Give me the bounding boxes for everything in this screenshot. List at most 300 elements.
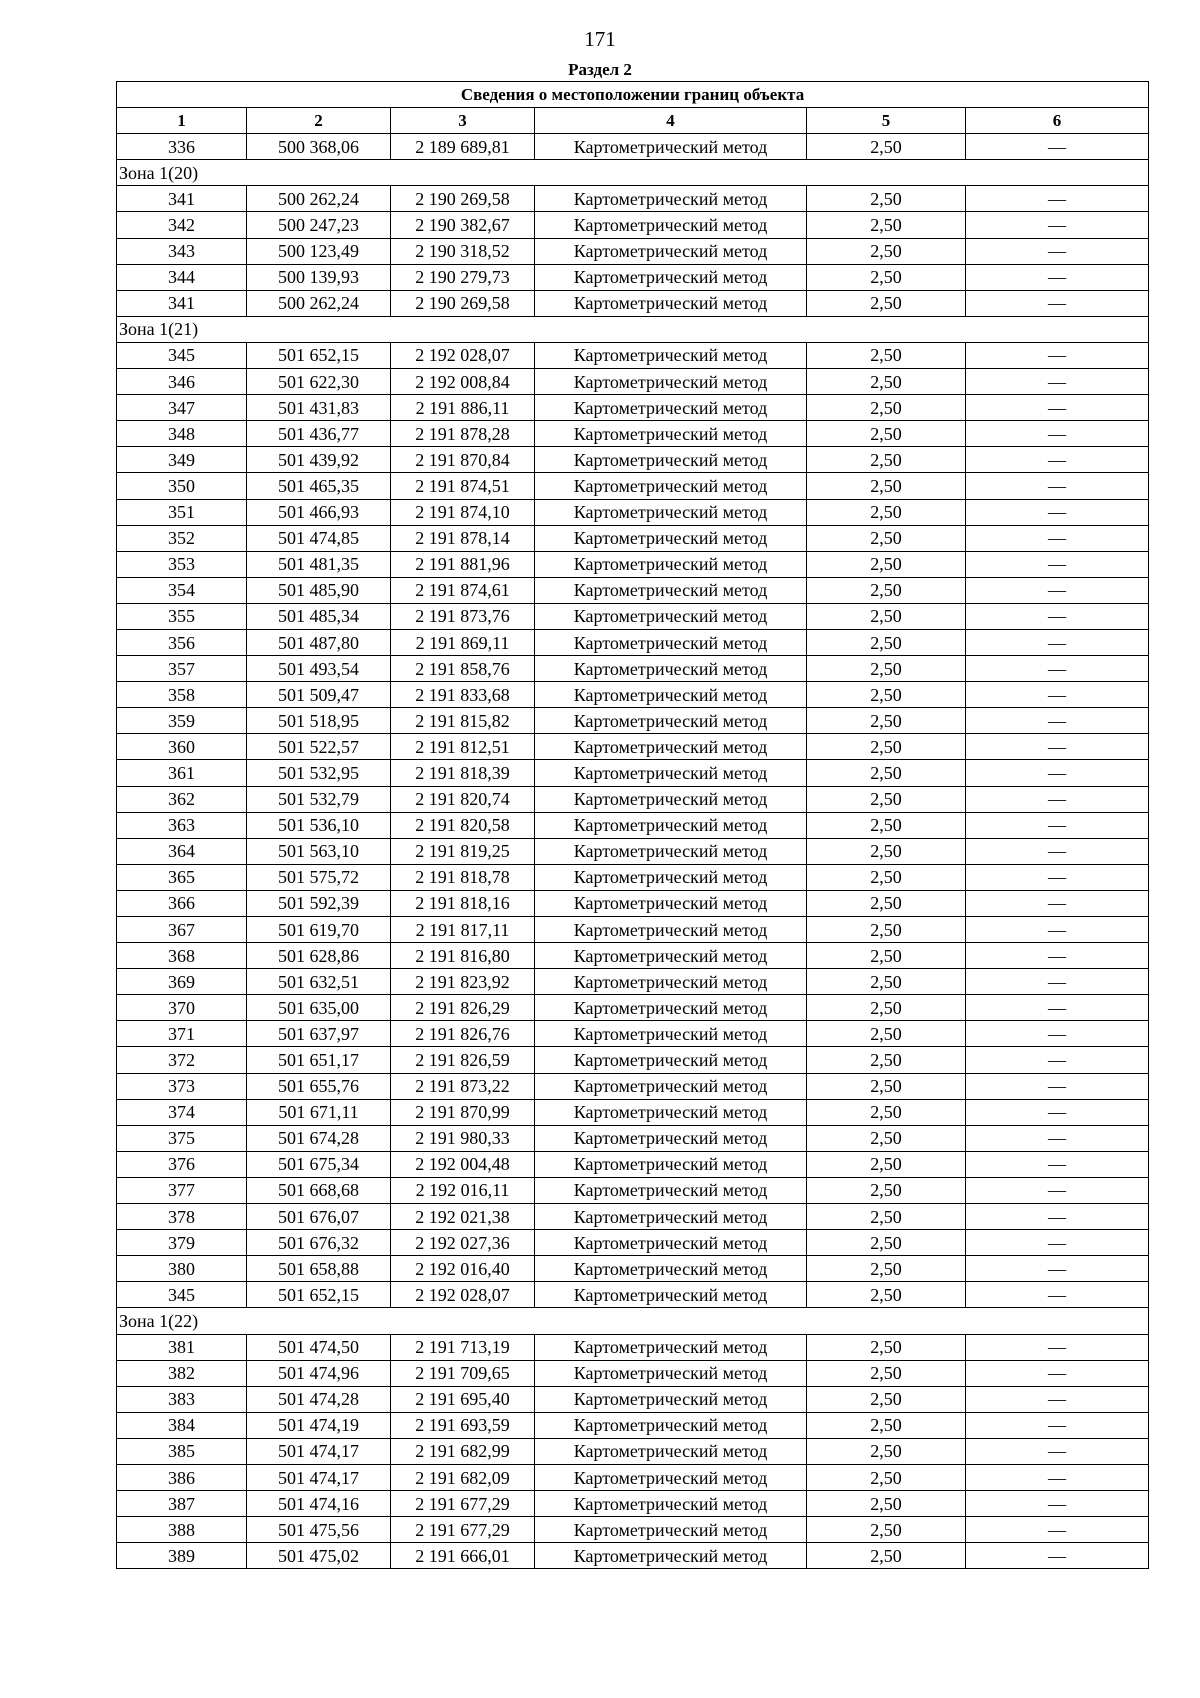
- method-cell: Картометрический метод: [535, 812, 807, 838]
- table-row: [117, 760, 1149, 786]
- description-cell: —: [966, 1438, 1149, 1464]
- description-cell: —: [966, 838, 1149, 864]
- table-row: [117, 1464, 1149, 1490]
- table-row: [117, 1151, 1149, 1177]
- accuracy-cell: 2,50: [807, 995, 966, 1021]
- table-row: [117, 1125, 1149, 1151]
- point-number-cell: 360: [117, 734, 247, 760]
- method-cell: Картометрический метод: [535, 1151, 807, 1177]
- table-row: [117, 603, 1149, 629]
- coordinate-x-cell: 501 474,16: [247, 1491, 391, 1517]
- description-cell: —: [966, 447, 1149, 473]
- method-cell: Картометрический метод: [535, 864, 807, 890]
- point-number-cell: 369: [117, 969, 247, 995]
- point-number-cell: 375: [117, 1125, 247, 1151]
- description-cell: —: [966, 1464, 1149, 1490]
- accuracy-cell: 2,50: [807, 290, 966, 316]
- description-cell: —: [966, 734, 1149, 760]
- accuracy-cell: 2,50: [807, 629, 966, 655]
- method-cell: Картометрический метод: [535, 1230, 807, 1256]
- table-row: [117, 1386, 1149, 1412]
- coordinate-x-cell: 501 518,95: [247, 708, 391, 734]
- method-cell: Картометрический метод: [535, 1491, 807, 1517]
- point-number-cell: 378: [117, 1204, 247, 1230]
- description-cell: —: [966, 1543, 1149, 1569]
- table-row: [117, 656, 1149, 682]
- description-cell: —: [966, 1204, 1149, 1230]
- table-row: [117, 995, 1149, 1021]
- table-row: [117, 421, 1149, 447]
- description-cell: —: [966, 1021, 1149, 1047]
- description-cell: —: [966, 1099, 1149, 1125]
- method-cell: Картометрический метод: [535, 1099, 807, 1125]
- description-cell: —: [966, 864, 1149, 890]
- coordinate-y-cell: 2 190 382,67: [391, 212, 535, 238]
- accuracy-cell: 2,50: [807, 264, 966, 290]
- coordinate-y-cell: 2 192 028,07: [391, 342, 535, 368]
- method-cell: Картометрический метод: [535, 1125, 807, 1151]
- point-number-cell: 380: [117, 1256, 247, 1282]
- description-cell: —: [966, 603, 1149, 629]
- method-cell: Картометрический метод: [535, 682, 807, 708]
- coordinate-y-cell: 2 191 826,76: [391, 1021, 535, 1047]
- coordinate-y-cell: 2 191 820,74: [391, 786, 535, 812]
- table-body: [117, 134, 1149, 1569]
- accuracy-cell: 2,50: [807, 812, 966, 838]
- coordinate-y-cell: 2 189 689,81: [391, 134, 535, 160]
- method-cell: Картометрический метод: [535, 995, 807, 1021]
- coordinate-x-cell: 501 485,90: [247, 577, 391, 603]
- accuracy-cell: 2,50: [807, 577, 966, 603]
- method-cell: Картометрический метод: [535, 1021, 807, 1047]
- method-cell: Картометрический метод: [535, 629, 807, 655]
- method-cell: Картометрический метод: [535, 1256, 807, 1282]
- point-number-cell: 368: [117, 943, 247, 969]
- accuracy-cell: 2,50: [807, 238, 966, 264]
- table-row: [117, 917, 1149, 943]
- coordinate-x-cell: 501 466,93: [247, 499, 391, 525]
- accuracy-cell: 2,50: [807, 890, 966, 916]
- table-row: [117, 1543, 1149, 1569]
- accuracy-cell: 2,50: [807, 1386, 966, 1412]
- table-row: [117, 1177, 1149, 1203]
- coordinate-y-cell: 2 190 269,58: [391, 186, 535, 212]
- column-number: 1: [117, 108, 247, 134]
- table-row: [117, 864, 1149, 890]
- point-number-cell: 383: [117, 1386, 247, 1412]
- method-cell: Картометрический метод: [535, 1334, 807, 1360]
- coordinate-x-cell: 501 622,30: [247, 369, 391, 395]
- description-cell: —: [966, 134, 1149, 160]
- coordinate-x-cell: 501 532,95: [247, 760, 391, 786]
- accuracy-cell: 2,50: [807, 1517, 966, 1543]
- accuracy-cell: 2,50: [807, 734, 966, 760]
- point-number-cell: 381: [117, 1334, 247, 1360]
- table-row: [117, 838, 1149, 864]
- method-cell: Картометрический метод: [535, 708, 807, 734]
- point-number-cell: 357: [117, 656, 247, 682]
- table-row: [117, 1334, 1149, 1360]
- accuracy-cell: 2,50: [807, 186, 966, 212]
- accuracy-cell: 2,50: [807, 603, 966, 629]
- coordinate-x-cell: 501 439,92: [247, 447, 391, 473]
- accuracy-cell: 2,50: [807, 1438, 966, 1464]
- description-cell: —: [966, 656, 1149, 682]
- coordinate-x-cell: 501 655,76: [247, 1073, 391, 1099]
- point-number-cell: 371: [117, 1021, 247, 1047]
- coordinate-y-cell: 2 191 817,11: [391, 917, 535, 943]
- description-cell: —: [966, 786, 1149, 812]
- description-cell: —: [966, 969, 1149, 995]
- coordinate-y-cell: 2 191 818,78: [391, 864, 535, 890]
- method-cell: Картометрический метод: [535, 1464, 807, 1490]
- table-row: [117, 1360, 1149, 1386]
- coordinate-x-cell: 501 474,17: [247, 1438, 391, 1464]
- table-row: [117, 473, 1149, 499]
- accuracy-cell: 2,50: [807, 1230, 966, 1256]
- coordinate-y-cell: 2 191 812,51: [391, 734, 535, 760]
- method-cell: Картометрический метод: [535, 917, 807, 943]
- coordinate-x-cell: 500 247,23: [247, 212, 391, 238]
- coordinate-x-cell: 501 436,77: [247, 421, 391, 447]
- table-row: [117, 1491, 1149, 1517]
- point-number-cell: 373: [117, 1073, 247, 1099]
- coordinate-x-cell: 501 628,86: [247, 943, 391, 969]
- coordinate-x-cell: 501 475,02: [247, 1543, 391, 1569]
- column-number-row: [117, 108, 1149, 134]
- description-cell: —: [966, 212, 1149, 238]
- accuracy-cell: 2,50: [807, 134, 966, 160]
- coordinate-x-cell: 501 522,57: [247, 734, 391, 760]
- description-cell: —: [966, 1334, 1149, 1360]
- column-number: 5: [807, 108, 966, 134]
- accuracy-cell: 2,50: [807, 1099, 966, 1125]
- table-row: [117, 369, 1149, 395]
- description-cell: —: [966, 238, 1149, 264]
- coordinate-x-cell: 501 532,79: [247, 786, 391, 812]
- table-row: [117, 1517, 1149, 1543]
- coordinate-x-cell: 501 474,28: [247, 1386, 391, 1412]
- coordinate-x-cell: 501 475,56: [247, 1517, 391, 1543]
- point-number-cell: 348: [117, 421, 247, 447]
- point-number-cell: 345: [117, 342, 247, 368]
- method-cell: Картометрический метод: [535, 890, 807, 916]
- point-number-cell: 379: [117, 1230, 247, 1256]
- table-row: [117, 1073, 1149, 1099]
- accuracy-cell: 2,50: [807, 917, 966, 943]
- accuracy-cell: 2,50: [807, 864, 966, 890]
- accuracy-cell: 2,50: [807, 838, 966, 864]
- description-cell: —: [966, 290, 1149, 316]
- point-number-cell: 341: [117, 186, 247, 212]
- point-number-cell: 351: [117, 499, 247, 525]
- point-number-cell: 374: [117, 1099, 247, 1125]
- point-number-cell: 388: [117, 1517, 247, 1543]
- coordinate-x-cell: 501 474,50: [247, 1334, 391, 1360]
- coordinate-y-cell: 2 192 004,48: [391, 1151, 535, 1177]
- table-row: [117, 812, 1149, 838]
- accuracy-cell: 2,50: [807, 1177, 966, 1203]
- coordinate-x-cell: 501 465,35: [247, 473, 391, 499]
- table-row: [117, 890, 1149, 916]
- point-number-cell: 362: [117, 786, 247, 812]
- coordinate-y-cell: 2 191 881,96: [391, 551, 535, 577]
- description-cell: —: [966, 342, 1149, 368]
- coordinate-x-cell: 501 493,54: [247, 656, 391, 682]
- description-cell: —: [966, 551, 1149, 577]
- method-cell: Картометрический метод: [535, 499, 807, 525]
- coordinate-y-cell: 2 191 870,99: [391, 1099, 535, 1125]
- coordinate-x-cell: 501 563,10: [247, 838, 391, 864]
- coordinate-x-cell: 501 676,32: [247, 1230, 391, 1256]
- coordinate-y-cell: 2 191 818,39: [391, 760, 535, 786]
- accuracy-cell: 2,50: [807, 682, 966, 708]
- point-number-cell: 382: [117, 1360, 247, 1386]
- coordinate-y-cell: 2 191 833,68: [391, 682, 535, 708]
- boundary-table: [116, 81, 1149, 1569]
- method-cell: Картометрический метод: [535, 134, 807, 160]
- coordinate-x-cell: 500 262,24: [247, 290, 391, 316]
- point-number-cell: 342: [117, 212, 247, 238]
- description-cell: —: [966, 186, 1149, 212]
- accuracy-cell: 2,50: [807, 1073, 966, 1099]
- table-row: [117, 1099, 1149, 1125]
- point-number-cell: 365: [117, 864, 247, 890]
- coordinate-x-cell: 501 635,00: [247, 995, 391, 1021]
- column-number: 2: [247, 108, 391, 134]
- zone-label: Зона 1(22): [117, 1308, 1149, 1334]
- table-row: [117, 708, 1149, 734]
- description-cell: —: [966, 473, 1149, 499]
- coordinate-x-cell: 501 485,34: [247, 603, 391, 629]
- coordinate-y-cell: 2 191 709,65: [391, 1360, 535, 1386]
- table-row: [117, 1282, 1149, 1308]
- accuracy-cell: 2,50: [807, 1282, 966, 1308]
- coordinate-x-cell: 500 139,93: [247, 264, 391, 290]
- point-number-cell: 358: [117, 682, 247, 708]
- description-cell: —: [966, 1517, 1149, 1543]
- table-row: [117, 290, 1149, 316]
- method-cell: Картометрический метод: [535, 212, 807, 238]
- description-cell: —: [966, 264, 1149, 290]
- method-cell: Картометрический метод: [535, 369, 807, 395]
- accuracy-cell: 2,50: [807, 421, 966, 447]
- coordinate-y-cell: 2 191 874,10: [391, 499, 535, 525]
- coordinate-x-cell: 501 652,15: [247, 342, 391, 368]
- point-number-cell: 355: [117, 603, 247, 629]
- coordinate-y-cell: 2 191 878,28: [391, 421, 535, 447]
- column-number: 4: [535, 108, 807, 134]
- point-number-cell: 352: [117, 525, 247, 551]
- accuracy-cell: 2,50: [807, 1125, 966, 1151]
- method-cell: Картометрический метод: [535, 1386, 807, 1412]
- coordinate-y-cell: 2 191 874,51: [391, 473, 535, 499]
- description-cell: —: [966, 1151, 1149, 1177]
- coordinate-y-cell: 2 191 873,22: [391, 1073, 535, 1099]
- table-row: [117, 342, 1149, 368]
- point-number-cell: 353: [117, 551, 247, 577]
- description-cell: —: [966, 1125, 1149, 1151]
- table-caption: Сведения о местоположении границ объекта: [117, 82, 1149, 108]
- accuracy-cell: 2,50: [807, 786, 966, 812]
- zone-row: [117, 316, 1149, 342]
- coordinate-y-cell: 2 192 016,40: [391, 1256, 535, 1282]
- coordinate-x-cell: 501 474,85: [247, 525, 391, 551]
- column-number: 3: [391, 108, 535, 134]
- point-number-cell: 359: [117, 708, 247, 734]
- method-cell: Картометрический метод: [535, 1438, 807, 1464]
- description-cell: —: [966, 1177, 1149, 1203]
- description-cell: —: [966, 995, 1149, 1021]
- method-cell: Картометрический метод: [535, 264, 807, 290]
- method-cell: Картометрический метод: [535, 1204, 807, 1230]
- method-cell: Картометрический метод: [535, 1543, 807, 1569]
- table-row: [117, 734, 1149, 760]
- method-cell: Картометрический метод: [535, 1517, 807, 1543]
- point-number-cell: 344: [117, 264, 247, 290]
- table-row: [117, 1047, 1149, 1073]
- description-cell: —: [966, 421, 1149, 447]
- coordinate-y-cell: 2 192 028,07: [391, 1282, 535, 1308]
- coordinate-y-cell: 2 191 823,92: [391, 969, 535, 995]
- point-number-cell: 349: [117, 447, 247, 473]
- description-cell: —: [966, 917, 1149, 943]
- coordinate-y-cell: 2 191 695,40: [391, 1386, 535, 1412]
- coordinate-x-cell: 501 431,83: [247, 395, 391, 421]
- accuracy-cell: 2,50: [807, 943, 966, 969]
- point-number-cell: 364: [117, 838, 247, 864]
- coordinate-x-cell: 501 651,17: [247, 1047, 391, 1073]
- table-row: [117, 395, 1149, 421]
- coordinate-y-cell: 2 191 820,58: [391, 812, 535, 838]
- accuracy-cell: 2,50: [807, 1360, 966, 1386]
- description-cell: —: [966, 395, 1149, 421]
- table-row: [117, 969, 1149, 995]
- coordinate-y-cell: 2 191 858,76: [391, 656, 535, 682]
- coordinate-y-cell: 2 192 016,11: [391, 1177, 535, 1203]
- coordinate-x-cell: 501 575,72: [247, 864, 391, 890]
- coordinate-x-cell: 501 637,97: [247, 1021, 391, 1047]
- coordinate-y-cell: 2 191 713,19: [391, 1334, 535, 1360]
- coordinate-x-cell: 501 632,51: [247, 969, 391, 995]
- description-cell: —: [966, 943, 1149, 969]
- coordinate-x-cell: 501 592,39: [247, 890, 391, 916]
- coordinate-x-cell: 501 675,34: [247, 1151, 391, 1177]
- coordinate-y-cell: 2 191 693,59: [391, 1412, 535, 1438]
- coordinate-y-cell: 2 191 980,33: [391, 1125, 535, 1151]
- coordinate-y-cell: 2 191 819,25: [391, 838, 535, 864]
- method-cell: Картометрический метод: [535, 290, 807, 316]
- method-cell: Картометрический метод: [535, 473, 807, 499]
- table-row: [117, 551, 1149, 577]
- description-cell: —: [966, 890, 1149, 916]
- method-cell: Картометрический метод: [535, 447, 807, 473]
- page-number: 171: [584, 27, 616, 51]
- method-cell: Картометрический метод: [535, 551, 807, 577]
- accuracy-cell: 2,50: [807, 1334, 966, 1360]
- accuracy-cell: 2,50: [807, 499, 966, 525]
- table-row: [117, 1412, 1149, 1438]
- description-cell: —: [966, 812, 1149, 838]
- coordinate-x-cell: 501 474,19: [247, 1412, 391, 1438]
- coordinate-y-cell: 2 192 021,38: [391, 1204, 535, 1230]
- point-number-cell: 372: [117, 1047, 247, 1073]
- method-cell: Картометрический метод: [535, 186, 807, 212]
- coordinate-y-cell: 2 191 886,11: [391, 395, 535, 421]
- table-row: [117, 1256, 1149, 1282]
- table-row: [117, 447, 1149, 473]
- table-row: [117, 1021, 1149, 1047]
- coordinate-y-cell: 2 191 677,29: [391, 1491, 535, 1517]
- method-cell: Картометрический метод: [535, 1412, 807, 1438]
- table-row: [117, 264, 1149, 290]
- coordinate-x-cell: 500 262,24: [247, 186, 391, 212]
- coordinate-y-cell: 2 190 269,58: [391, 290, 535, 316]
- coordinate-y-cell: 2 191 666,01: [391, 1543, 535, 1569]
- method-cell: Картометрический метод: [535, 1282, 807, 1308]
- accuracy-cell: 2,50: [807, 447, 966, 473]
- point-number-cell: 387: [117, 1491, 247, 1517]
- table-row: [117, 134, 1149, 160]
- zone-row: [117, 1308, 1149, 1334]
- coordinate-x-cell: 501 671,11: [247, 1099, 391, 1125]
- coordinate-x-cell: 501 658,88: [247, 1256, 391, 1282]
- coordinate-x-cell: 501 487,80: [247, 629, 391, 655]
- method-cell: Картометрический метод: [535, 838, 807, 864]
- point-number-cell: 343: [117, 238, 247, 264]
- description-cell: —: [966, 682, 1149, 708]
- coordinate-x-cell: 501 674,28: [247, 1125, 391, 1151]
- coordinate-y-cell: 2 191 826,29: [391, 995, 535, 1021]
- description-cell: —: [966, 525, 1149, 551]
- description-cell: —: [966, 1386, 1149, 1412]
- accuracy-cell: 2,50: [807, 212, 966, 238]
- description-cell: —: [966, 369, 1149, 395]
- coordinate-x-cell: 501 474,17: [247, 1464, 391, 1490]
- method-cell: Картометрический метод: [535, 1360, 807, 1386]
- coordinate-y-cell: 2 190 279,73: [391, 264, 535, 290]
- description-cell: —: [966, 1282, 1149, 1308]
- description-cell: —: [966, 1412, 1149, 1438]
- accuracy-cell: 2,50: [807, 708, 966, 734]
- coordinate-x-cell: 501 509,47: [247, 682, 391, 708]
- method-cell: Картометрический метод: [535, 577, 807, 603]
- point-number-cell: 347: [117, 395, 247, 421]
- method-cell: Картометрический метод: [535, 1047, 807, 1073]
- point-number-cell: 385: [117, 1438, 247, 1464]
- accuracy-cell: 2,50: [807, 760, 966, 786]
- accuracy-cell: 2,50: [807, 1256, 966, 1282]
- coordinate-y-cell: 2 192 008,84: [391, 369, 535, 395]
- description-cell: —: [966, 1360, 1149, 1386]
- point-number-cell: 341: [117, 290, 247, 316]
- point-number-cell: 363: [117, 812, 247, 838]
- accuracy-cell: 2,50: [807, 395, 966, 421]
- section-title: Раздел 2: [568, 60, 632, 79]
- table-row: [117, 629, 1149, 655]
- description-cell: —: [966, 1491, 1149, 1517]
- coordinate-y-cell: 2 191 878,14: [391, 525, 535, 551]
- point-number-cell: 386: [117, 1464, 247, 1490]
- coordinate-y-cell: 2 192 027,36: [391, 1230, 535, 1256]
- accuracy-cell: 2,50: [807, 1047, 966, 1073]
- point-number-cell: 366: [117, 890, 247, 916]
- coordinate-y-cell: 2 191 873,76: [391, 603, 535, 629]
- table-row: [117, 499, 1149, 525]
- accuracy-cell: 2,50: [807, 551, 966, 577]
- point-number-cell: 370: [117, 995, 247, 1021]
- method-cell: Картометрический метод: [535, 421, 807, 447]
